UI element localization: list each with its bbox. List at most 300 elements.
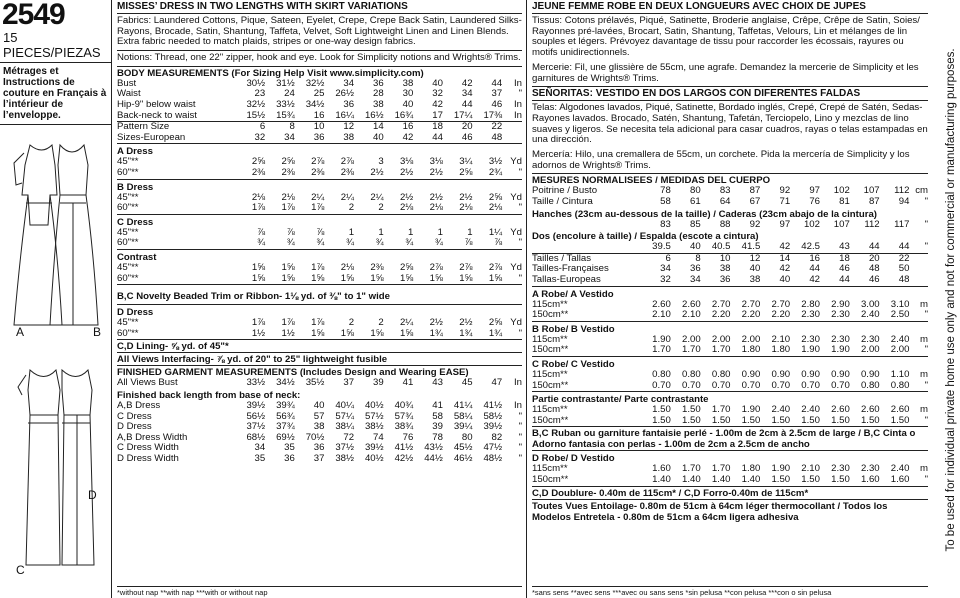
row-value: 39½ — [483, 421, 503, 433]
row-label: 150cm** — [532, 473, 569, 485]
row-value: 57 — [313, 410, 325, 422]
row-value: ¾ — [405, 237, 414, 249]
row-value: 0.70 — [831, 379, 850, 391]
row-value: 1⅝ — [370, 327, 384, 339]
row-value: 2.30 — [831, 309, 850, 321]
row-value: 1¼ — [488, 226, 503, 238]
table-row — [532, 197, 928, 208]
row-unit: " — [518, 327, 522, 339]
row-value: 72 — [343, 431, 355, 443]
row-value: 14 — [779, 252, 791, 264]
row-value: 40.5 — [711, 241, 731, 253]
row-label: 45"** — [117, 156, 139, 168]
row-value: 2.20 — [711, 309, 731, 321]
row-value: 38¼ — [335, 421, 355, 433]
row-value: 2⅞ — [488, 261, 503, 273]
row-value: 0.70 — [771, 379, 791, 391]
row-value: 1⅞ — [281, 202, 295, 214]
row-value: 57¾ — [394, 410, 414, 422]
row-value: 1.90 — [831, 344, 850, 356]
row-value: ⅞ — [316, 226, 325, 238]
row-value: 2½ — [399, 191, 414, 203]
row-value: 39 — [372, 377, 384, 389]
fabrics-text: Fabrics: Laundered Cottons, Pique, Sateen, Eyelet, Crepe, Crepe Back Satin, Laundered Silks-Rayons, Brocade, Satin, Shantung, Taffeta, Velvet, Soft Lightweight Linen and Linen Blends. Extra fabric needed to match plaids, stripes or one-way design fabrics. — [117, 14, 522, 51]
finished-length-label: Finished back length from base of neck: — [117, 389, 301, 401]
row-value: 38 — [343, 131, 355, 143]
row-value: 42 — [461, 77, 473, 89]
row-value: 46 — [868, 274, 880, 285]
row-label: 150cm** — [532, 379, 569, 391]
row-value: 0.90 — [831, 368, 850, 380]
row-value: 34 — [660, 263, 671, 275]
table-row — [117, 401, 522, 412]
row-value: 8 — [695, 252, 701, 264]
mesures-table — [532, 186, 928, 207]
row-value: 2.70 — [741, 298, 761, 310]
yardage-group — [117, 304, 522, 339]
row-unit: " — [518, 202, 522, 214]
row-value: 36 — [313, 131, 325, 143]
row-value: 32½ — [246, 99, 266, 110]
row-value: 17¼ — [453, 109, 473, 121]
row-value: 32 — [432, 88, 443, 100]
row-value: ¾ — [434, 237, 443, 249]
row-value: 43½ — [424, 442, 443, 454]
row-label: 150cm** — [532, 414, 569, 426]
row-value: 2⅞ — [459, 261, 473, 273]
row-value: 56¾ — [276, 410, 295, 422]
row-value: 102 — [833, 185, 850, 197]
row-value: 12 — [749, 252, 761, 264]
dos-label: Dos (encolure à taille) / Espalda (escote a cintura) — [532, 231, 759, 243]
row-value: 1.50 — [831, 473, 850, 485]
row-label: 60"** — [117, 272, 139, 284]
row-value: 2.10 — [771, 333, 791, 345]
row-value: 2½ — [459, 191, 473, 203]
row-value: 2⅜ — [281, 166, 295, 178]
row-value: 46 — [461, 131, 473, 143]
row-value: 36 — [372, 77, 384, 89]
spanish-title: SEÑORITAS: VESTIDO EN DOS LARGOS CON DIFERENTES FALDAS — [532, 87, 928, 101]
row-value: 40¼ — [335, 399, 355, 411]
row-value: 24 — [284, 88, 295, 100]
row-value: 1.70 — [711, 404, 731, 416]
row-value: ⅞ — [494, 237, 503, 249]
row-value: 10 — [719, 252, 731, 264]
row-value: 87 — [749, 185, 761, 197]
row-value: 71 — [779, 196, 791, 208]
row-value: 2¼ — [370, 191, 384, 203]
row-value: ¾ — [346, 237, 355, 249]
row-value: 92 — [779, 185, 791, 197]
group-title: C Robe/ C Vestido — [532, 358, 615, 370]
row-unit: Yd — [510, 156, 522, 168]
row-unit — [909, 253, 928, 264]
row-value: 41¼ — [453, 399, 473, 411]
view-label-c: C — [16, 563, 25, 577]
row-value: 76 — [402, 431, 414, 443]
row-value: 40 — [402, 99, 414, 110]
row-value: 2.40 — [771, 404, 791, 416]
row-value: 1⅝ — [429, 272, 443, 284]
row-value: 44 — [432, 131, 443, 143]
row-value: 39.5 — [652, 241, 671, 253]
row-value: 80 — [461, 431, 473, 443]
row-value: 34 — [461, 88, 473, 100]
row-value: 32 — [660, 274, 671, 285]
metrage-groups — [532, 286, 928, 427]
row-value: 1.60 — [860, 473, 880, 485]
row-value: 2⅜ — [370, 261, 384, 273]
row-value: 1 — [437, 226, 443, 238]
group-title: Contrast — [117, 251, 157, 263]
row-unit: Yd — [510, 317, 522, 329]
row-value: 41 — [402, 377, 414, 389]
row-value: 45½ — [453, 442, 473, 454]
row-value: 2⅜ — [340, 166, 355, 178]
row-unit: m — [920, 404, 928, 416]
row-label: Sizes-European — [117, 131, 186, 143]
french-title: JEUNE FEMME ROBE EN DEUX LONGUEURS AVEC CHOIX DE JUPES — [532, 0, 928, 14]
d-robe-group — [532, 450, 928, 485]
row-value: 43 — [432, 377, 443, 389]
english-footnote: *without nap **with nap ***with or without nap — [117, 586, 522, 597]
left-panel — [0, 0, 112, 598]
row-value: 2½ — [399, 166, 414, 178]
row-value: 35 — [254, 452, 266, 464]
row-unit: " — [518, 442, 522, 454]
row-value: 1.70 — [681, 463, 701, 475]
yardage-group — [532, 286, 928, 321]
row-value: 88 — [719, 218, 731, 230]
row-value: 0.70 — [741, 379, 761, 391]
group-title: A Robe/ A Vestido — [532, 288, 614, 300]
group-title: B Robe/ B Vestido — [532, 323, 615, 335]
row-value: 0.90 — [741, 368, 761, 380]
row-value: 36 — [313, 442, 325, 454]
row-value: 39¾ — [276, 399, 295, 411]
table-row — [532, 220, 928, 231]
row-value: 3⅛ — [399, 156, 414, 168]
row-value: 16¼ — [335, 109, 355, 121]
row-value: 1⅝ — [370, 272, 384, 284]
row-value: 3.00 — [860, 298, 880, 310]
row-value: 1⅝ — [399, 272, 414, 284]
row-unit: cm — [915, 185, 928, 197]
row-value: 42 — [432, 99, 443, 110]
row-value: 41½ — [483, 399, 503, 411]
row-value: ¾ — [286, 237, 295, 249]
row-unit: m — [920, 333, 928, 345]
row-value: 50 — [898, 263, 910, 275]
row-value: ¾ — [316, 237, 325, 249]
row-value: 0.80 — [652, 368, 671, 380]
row-label: 115cm** — [532, 298, 568, 310]
row-value: 1.50 — [681, 414, 701, 426]
row-unit: " — [518, 410, 522, 422]
row-value: 2.30 — [860, 463, 880, 475]
row-label: Tailles-Françaises — [532, 263, 609, 275]
row-value: 34 — [343, 77, 355, 89]
row-label: 115cm** — [532, 368, 568, 380]
row-value: 3½ — [488, 156, 503, 168]
view-label-d: D — [88, 488, 97, 502]
row-value: 46½ — [453, 452, 473, 464]
row-value: 37½ — [335, 442, 355, 454]
row-unit: " — [518, 421, 522, 433]
row-value: 38½ — [364, 421, 384, 433]
table-row — [117, 454, 522, 465]
row-value: 2.00 — [890, 344, 910, 356]
row-value: 2.10 — [801, 463, 820, 475]
row-value: 36 — [690, 263, 701, 275]
row-unit: " — [924, 196, 928, 208]
row-label — [532, 242, 641, 253]
yardage-group — [532, 391, 928, 426]
doublure-note: C,D Doublure- 0.40m de 115cm* / C,D Forro-0.40m de 115cm* — [532, 486, 928, 499]
row-value: 37 — [313, 452, 325, 464]
row-value: 2.70 — [771, 298, 791, 310]
row-label: 150cm** — [532, 309, 569, 321]
row-value: ⅞ — [464, 237, 473, 249]
row-value: 18 — [839, 252, 850, 264]
row-value: 1⅞ — [251, 202, 266, 214]
row-value: 1⅝ — [399, 327, 414, 339]
row-label: Bust — [117, 77, 137, 89]
row-value: 20 — [868, 252, 880, 264]
row-label: C Dress — [117, 410, 152, 422]
row-value: 58½ — [483, 410, 503, 422]
row-label: Pattern Size — [117, 121, 170, 133]
interfacing-note: All Views Interfacing- ⅞ yd. of 20" to 25" lightweight fusible — [117, 352, 522, 365]
row-value: 1.40 — [681, 473, 701, 485]
row-value: 1.50 — [860, 414, 880, 426]
row-value: 44 — [898, 241, 910, 253]
row-value: 2½ — [459, 317, 473, 329]
row-value: 42 — [779, 263, 791, 275]
row-value: 39½ — [246, 399, 266, 411]
view-label-a: A — [16, 325, 25, 339]
row-value: 1.90 — [652, 333, 671, 345]
notions-text: Notions: Thread, one 22" zipper, hook and eye. Look for Simplicity notions and Wrights® Trims. — [117, 51, 522, 67]
row-value: 68½ — [246, 431, 266, 443]
table-row — [117, 378, 522, 389]
row-value: 34½ — [305, 99, 325, 110]
row-value: 23 — [254, 88, 266, 100]
row-value: 1⅞ — [251, 317, 266, 329]
group-title: A Dress — [117, 146, 153, 158]
tissus-text: Tissus: Cotons prélavés, Piqué, Satinette, Broderie anglaise, Crêpe, Crêpe de Satin, Soies/ Rayonnes pré-lavées, Brocart, Satin, Shantung, Taffetas, Velours, Lin et mélanges de lin souples et légers. Prévoyez davantage de tissu pour raccorder les écossais, rayures ou motifs unidirectionnels. — [532, 15, 920, 59]
row-value: 6 — [259, 121, 266, 133]
row-value: 10 — [313, 121, 325, 133]
row-value: 2 — [348, 317, 355, 329]
row-value: 1.80 — [771, 344, 791, 356]
row-value: 2.20 — [771, 309, 791, 321]
row-value: 32 — [254, 131, 266, 143]
row-value: 2½ — [429, 166, 443, 178]
row-value: 58¼ — [453, 410, 473, 422]
table-row — [117, 263, 522, 274]
row-value: 40½ — [364, 399, 384, 411]
row-label — [532, 220, 641, 231]
row-label: C Dress Width — [117, 442, 179, 454]
row-value: 57¼ — [335, 410, 355, 422]
row-value: 56½ — [246, 410, 266, 422]
row-value: 85 — [690, 218, 701, 230]
row-value: ¾ — [375, 237, 384, 249]
row-value: 1⅝ — [251, 272, 266, 284]
row-value: ⅞ — [286, 226, 295, 238]
row-label: D Dress — [117, 421, 152, 433]
ruban-note: B,C Ruban ou garniture fantaisie perlé - 1.00m de 2cm à 2.5cm de large / B,C Cinta o Adorno fantasia con perlas - 1.00m de 2cm a 2.5cm de ancho — [532, 426, 928, 450]
row-value: 112 — [894, 185, 910, 197]
body-measurements-header: BODY MEASUREMENTS (For Sizing Help Visit www.simplicity.com) — [117, 67, 424, 79]
row-value: 38½ — [335, 452, 355, 464]
table-row — [532, 381, 928, 392]
row-value: 1.40 — [652, 473, 671, 485]
row-value: 2.50 — [890, 309, 910, 321]
row-value: 2⅝ — [251, 156, 266, 168]
row-value: 0.90 — [771, 368, 791, 380]
row-value: 1⅞ — [281, 317, 295, 329]
row-value: 42 — [809, 274, 820, 285]
row-value: 2⅞ — [340, 156, 355, 168]
row-value: 2.70 — [711, 298, 731, 310]
row-value: 1¾ — [429, 327, 443, 339]
row-value: 2.90 — [831, 298, 850, 310]
row-value: 69½ — [276, 431, 295, 443]
row-value: 26½ — [335, 88, 355, 100]
yardage-group — [532, 356, 928, 391]
table-row — [532, 345, 928, 356]
row-value: 0.80 — [860, 379, 880, 391]
row-value: 1 — [378, 226, 384, 238]
row-value: 2⅝ — [488, 191, 503, 203]
row-value: 16½ — [364, 109, 384, 121]
row-label: 45"** — [117, 261, 139, 273]
row-value: 8 — [289, 121, 295, 133]
table-row — [532, 370, 928, 381]
row-label: All Views Bust — [117, 377, 178, 389]
table-row — [117, 100, 522, 111]
hanches-label: Hanches (23cm au-dessous de la taille) / Caderas (23cm abajo de la cintura) — [532, 208, 877, 220]
row-value: 117 — [894, 218, 910, 230]
row-value: 1.70 — [652, 344, 671, 356]
row-value: 2⅜ — [251, 166, 266, 178]
row-value: 102 — [803, 218, 820, 230]
yardage-group — [117, 143, 522, 178]
row-label: 150cm** — [532, 344, 569, 356]
row-value: 2⅛ — [281, 191, 295, 203]
row-value: 2⅝ — [488, 317, 503, 329]
row-value: 35½ — [305, 377, 325, 389]
row-value: 1.50 — [771, 473, 791, 485]
row-value: 0.70 — [681, 379, 701, 391]
row-value: 36 — [343, 99, 355, 110]
row-value: 2.60 — [681, 298, 701, 310]
row-value: 78 — [432, 431, 443, 443]
row-value: 2.60 — [831, 404, 850, 416]
row-value: 34 — [690, 274, 701, 285]
row-unit: Yd — [510, 191, 522, 203]
row-unit: " — [924, 309, 928, 321]
french-footnote: *sans sens **avec sens ***avec ou sans sens *sin pelusa **con pelusa ***con o sin pelusa — [532, 586, 928, 597]
table-row — [117, 168, 522, 179]
row-value: 2⅜ — [311, 166, 325, 178]
row-value: 2.00 — [681, 333, 701, 345]
group-title: D Dress — [117, 307, 154, 319]
row-label: 45"** — [117, 226, 139, 238]
row-value: 1⅞ — [311, 202, 325, 214]
row-value: 0.90 — [860, 368, 880, 380]
row-unit — [909, 264, 928, 275]
row-value: 70½ — [305, 431, 325, 443]
row-value: 48 — [898, 274, 910, 285]
trim-note — [117, 284, 522, 304]
english-panel — [113, 0, 527, 598]
group-title: Partie contrastante/ Parte contrastante — [532, 394, 709, 406]
row-value: 2.60 — [652, 298, 671, 310]
row-value: 0.70 — [652, 379, 671, 391]
row-value: 74 — [372, 431, 384, 443]
row-value: 83 — [719, 185, 731, 197]
group-title: B Dress — [117, 181, 154, 193]
row-label: 60"** — [117, 327, 139, 339]
row-unit: " — [924, 344, 928, 356]
row-value: 44 — [461, 99, 473, 110]
row-label: 60"** — [117, 237, 139, 249]
row-value: 37½ — [246, 421, 266, 433]
row-value: 2⅛ — [399, 202, 414, 214]
row-value: 80 — [690, 185, 701, 197]
row-value: 32½ — [305, 77, 325, 89]
row-value: 30 — [402, 88, 414, 100]
row-value: 94 — [898, 196, 910, 208]
row-value: 41.5 — [741, 241, 761, 253]
row-unit: " — [518, 237, 522, 249]
row-label: 45"** — [117, 191, 139, 203]
row-value: 33½ — [246, 377, 266, 389]
row-value: 18 — [432, 121, 443, 133]
row-value: 15¾ — [276, 109, 295, 121]
trim-text: B,C Novelty Beaded Trim or Ribbon- 1⅛ yd. of ⅜" to 1" wide — [117, 291, 390, 303]
row-value: 2⅝ — [459, 166, 473, 178]
row-value: 45 — [461, 377, 473, 389]
row-value: 42.5 — [801, 241, 820, 253]
yardage-group — [117, 214, 522, 249]
row-value: 1.50 — [801, 473, 820, 485]
row-label: 115cm** — [532, 333, 568, 345]
row-value: 82 — [491, 431, 503, 443]
lining-note: C,D Lining- ⅝ yd. of 45"* — [117, 339, 522, 352]
row-unit: m — [920, 298, 928, 310]
row-value: 22 — [898, 252, 910, 264]
row-label: 45"** — [117, 317, 139, 329]
row-value: 0.80 — [890, 379, 910, 391]
row-value: 20 — [461, 121, 473, 133]
row-label: A,B Dress — [117, 399, 161, 411]
row-value: 22 — [491, 121, 503, 133]
row-value: 16¾ — [394, 109, 414, 121]
size-table — [117, 121, 522, 143]
row-value: 2⅛ — [488, 202, 503, 214]
row-value: 1½ — [281, 327, 295, 339]
row-value: 67 — [749, 196, 761, 208]
row-unit: In — [513, 99, 522, 110]
row-value: 42 — [779, 241, 791, 253]
row-value: 40 — [690, 241, 701, 253]
row-value: 61 — [690, 196, 701, 208]
